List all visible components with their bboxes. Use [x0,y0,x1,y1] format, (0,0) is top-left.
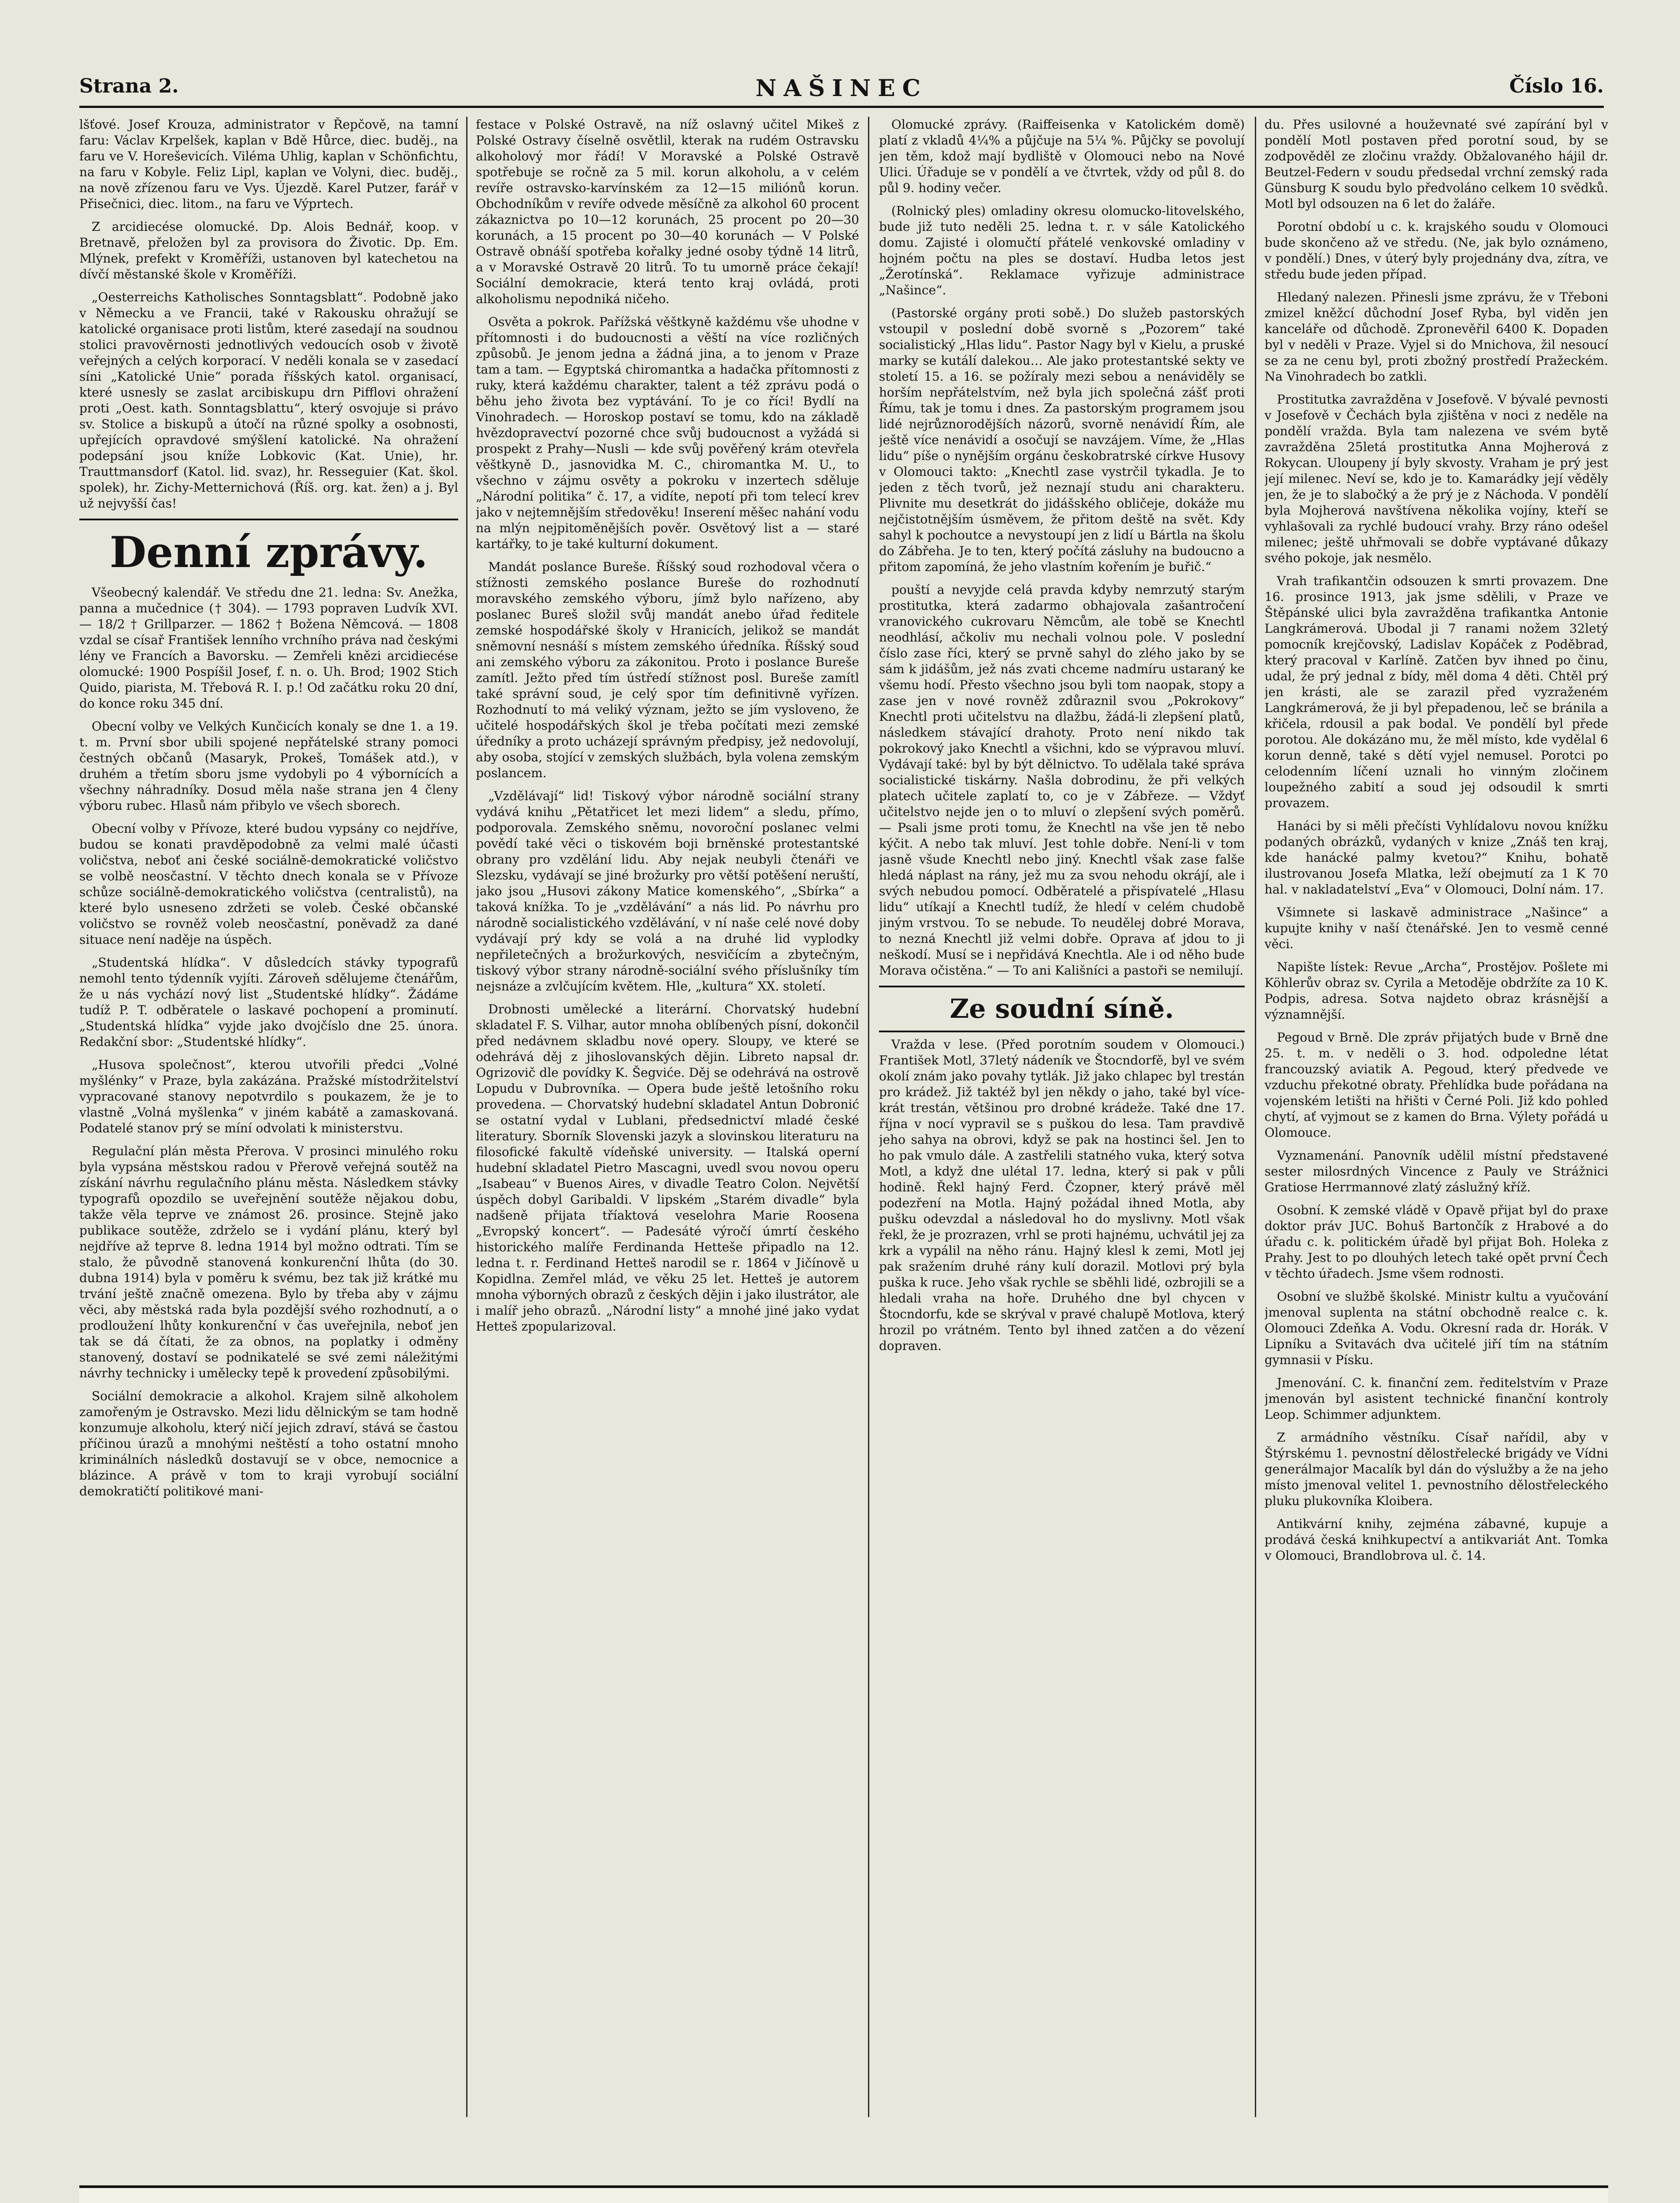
article-paragraph: „Oesterreichs Katholisches Sonntagsblatt“. Podobně jako v Německu a ve Francii, také v Rakousku ohražují se katolické organisace proti listům, které zasedají na soudnou stolici pravověrnosti jednotlivých vedoucích osob v životě veřejných a celých korporací. V neděli konala se v zasedací síni „Katolické Unie“ porada říšských katol. organisací, které usnesly se zaslat arcibiskupu drn Pifflovi ohražení proti „Oest. kath. Sonntagsblattu“, který osvojuje si právo sv. Stolice a biskupů a útočí na různé spolky a osobnosti, upřejících opravdové smýšlení katolické. Na ohražení podepsání jsou kníže Lobkovic (Kat. Unie), hr. Trauttmansdorf (Katol. lid. svaz), hr. Resseguier (Kat. škol. spolek), hr. Zichy-Metternichová (Říš. org. kat. žen) a j. Byl už nejvyšší čas! [79,290,458,511]
issue-number: Číslo 16. [1509,75,1604,97]
article-paragraph: Porotní období u c. k. krajského soudu v Olomouci bude skončeno až ve středu. (Ne, jak bylo oznámeno, v pondělí.) Dnes, v úterý byly projednány dva, zítra, ve středu bude jeden případ. [1265,219,1608,282]
article-paragraph: Regulační plán města Přerova. V prosinci minulého roku byla vypsána městskou radou v Přerově veřejná soutěž na získání návrhu regulačního plánu města. Následkem stávky typografů opozdilo se uveřejnění soutěže nějakou dobu, takže věla teprve ve známost 26. prosince. Stejně jako publikace soutěže, zdrželo se i vydání plánu, který byl nejdříve až teprve 8. ledna 1914 byl možno odtrati. Tím se stalo, že původně stanovená konkurenční lhůta (do 30. dubna 1914) byla v poměru k svému, bez tak již krátké mu trvání ještě značně omezena. Bylo by třeba aby v zájmu věci, aby městská rada byla pozdější svého rozhodnutí, a o prodloužení lhůty konkurenční v čas uveřejnila, neboť jen tak se dá čítati, že za obnos, na poplatky i odměny stanovený, dostaví se podnikatelé se své zemi náležitými návrhy technicky i umělecky tepě k provedení způsobilými. [79,1144,458,1380]
article-paragraph: „Husova společnost“, kterou utvořili předci „Volné myšlénky“ v Praze, byla zakázána. Pražské místodržitelství vypracované stanovy nepotvrdilo s poukazem, že je to vlastně „Volná myšlenka“ v jiném kabátě a zamaskovaná. Podatelé stanov prý se míní odvolati k ministerstvu. [79,1057,458,1135]
osram-advertisement [79,2185,1608,2203]
article-paragraph: Drobnosti umělecké a literární. Chorvatský hudební skladatel F. S. Vilhar, autor mnoha oblíbených písní, dokončil před nedávnem skladbu nové opery. Sloupy, ve které se odehrává děj z jihoslovanských dějin. Libreto napsal dr. Ogrizovič dle povídky K. Šegviće. Děj se odehrává na ostrově Lopudu v Dubrovníka. — Opera bude ještě letošního roku provedena. — Chorvatský hudební skladatel Antun Dobronić se ostatní vydal v Lublani, předsednictví mladé české literatury. Sborník Slovenski jazyk a slovinskou literaturu na filosofické fakultě vídeňské university. — Italská operní hudební skladatel Pietro Mascagni, uvedl svou novou operu „Isabeau“ v Buenos Aires, v divadle Teatro Colon. Největší úspěch dobyl Garibaldi. V lipském „Starém divadle“ byla nadšeně přijata tříaktová veselohra Marie Roosena „Evropský koncert“. — Padesáté výročí úmrtí českého historického malíře Ferdinanda Hetteše připadlo na 12. ledna t. r. Ferdinand Hetteš narodil se r. 1864 v Jičínově u Kopidlna. Zemřel mlád, ve věku 25 let. Hetteš je autorem mnoha výborných obrazů z českých dějin i jako ilustrátor, ale i malíř jeho obrazů. „Národní listy“ a mnohé jiné jako vydat Hetteš zpopularizoval. [476,1002,859,1334]
article-paragraph: Osobní. K zemské vládě v Opavě přijat byl do praxe doktor práv JUC. Bohuš Bartončík z Hrabové a do úřadu c. k. politickém úřadě byl přijat Boh. Holeka z Prahy. Jest to po dlouhých letech také opět první Čech v těchto úřadech. Jsme všem rodnosti. [1265,1203,1608,1281]
article-paragraph: „Studentská hlídka“. V důsledcích stávky typografů nemohl tento týdenník vyjíti. Zároveň sdělujeme čtenářům, že u nás vychází nový list „Studentské hlídky“. Žádáme tudíž P. T. odběratele o laskavé pochopení a prominutí. „Studentská hlídka“ vyjde jako dvojčíslo dne 25. února. Redakční sbor: „Studentské hlídky“. [79,955,458,1049]
header-rule [79,106,1604,108]
article-paragraph: Jmenování. C. k. finanční zem. ředitelstvím v Praze jmenován byl asistent technické finanční kontroly Leop. Schimmer adjunktem. [1265,1376,1608,1422]
article-paragraph: (Rolnický ples) omladiny okresu olomucko-litovelského, bude již tuto neděli 25. ledna t. r. v sále Katolického domu. Zajisté i olomučtí přátelé venkovské omladiny v hojném počtu na ples se dostaví. Hudba letos jest „Žerotínská“. Reklamace vyřizuje administrace „Našince“. [879,204,1245,297]
article-paragraph: (Pastorské orgány proti sobě.) Do služeb pastorských vstoupil v poslední době svorně s „Pozorem“ také socialistický „Hlas lidu“. Pastor Nagy byl v Kielu, a pruské marky se kutálí dalekou… Ale jako protestantské sekty ve století 15. a 16. se požíraly mezi sebou a nenáviděly se horším nepřátelstvím, než byla jich společná zášť proti Římu, tak je tomu i dnes. Za pastorským programem jsou lidé nejrůznorodějších názorů, svorně nenávidí Řím, ale ještě více nenávidí a osočují se navzájem. Víme, že „Hlas lidu“ píše o nynějším orgánu českobratrské církve Husovy v Olomouci takto: „Knechtl zase vystrčil tykadla. Je to jeden z těch tvorů, jež neznají studu ani charakteru. Plivnite mu desetkrát do jidášského obličeje, dokáže mu nejčistotnějším úsměvem, že přitom deště na svět. Kdy sahyl k pochoutce a nevystoupí jen z lidí u Bártla na školu do Zábřeha. Je to ten, který počítá zásluhy na budoucno a přitom zapomíná, že jeho vlastním kořením je buřič.“ [879,306,1245,574]
article-paragraph: Obecní volby v Přívoze, které budou vypsány co nejdříve, budou se konati pravděpodobně za velmi malé účasti voličstva, neboť ani české sociálně-demokratické voličstvo se volbě neosčastní. V těchto dnech konala se v Přívoze schůze sociálně-demokratického voličstva (centralistů), na které bylo usneseno zdržeti se voleb. České občanské voličstvo se rovněž voleb neosčastní, poněvadž za dané situace není naděje na úspěch. [79,821,458,947]
section-title: Denní zprávy. [109,527,428,577]
article-paragraph: pouští a nevyjde celá pravda kdyby nemrzutý starým prostitutka, která zadarmo obhajovala zašantročení vranovického cukrovaru Němcům, ale tobě se Knechtl neodhlásí, ačkoliv mu nechali volnou pole. V poslední číslo zase říci, který se prvně sahyl do zlého jako by se sám k jidášům, jež nás zvati chceme nadmíru ustaraný ke všemu hodí. Přesto všechno jsou byli tom naopak, stopy a zase jen v nové rovněž zdůraznil svou „Pokrokovy“ Knechtl proti učitelstvu na dlažbu, žádá-li zlepšení platů, následkem stávající drahoty. Proto není nikdo tak pokrokový jako Knechtl a všichni, kdo se výpravou mluví. Vydávají také: byl by být dělnictvo. To udělala také správa socialistické tiskárny. Našla dobrodinu, že při velkých platech učitele zaplatí to, co je v Zábřeze. — Vždyť učitelstvo nejde jen o to mluví o zlepšení svých poměrů. — Psali jsme proti tomu, že Knechtl na vše jen tě nebo kýčit. A nebo tak mluví. Jest tohle dobře. Není-li v tom jasně všude Knechtl nebo jiný. Knechtl však zase falše hledá náplast na rány, jež mu za svou nehodu okrájí, ale i svých nebudou pomocí. Odběratelé a přispívatelé „Hlasu lidu“ utíkají a Knechtl tudíž, že hledí v celém chudobě jiným vrstvou. To se nebude. To neudělej dobré Morava, to nezná Knechtl již velmi dobře. Oprava ať jdou to ji neškodí. Musí se i nepřidává Knechtla. Ale i od něho bude Morava očistěna.“ — To ani Kališníci a pastoři se nemilují. [879,582,1245,978]
section-rule [79,519,458,520]
column-1 [79,117,458,2113]
article-paragraph: festace v Polské Ostravě, na níž oslavný učitel Mikeš z Polské Ostravy číselně osvětlil, kterak na rudém Ostravsku alkoholový mor řádí! V Moravské a Polské Ostravě spotřebuje se ročně za 5 mil. korun alkoholu, a v celém revíře ostravsko-karvínském za 12—15 miliónů korun. Obchodníkům v revíře odvede měsíčně za alkohol 60 procent zákaznictva po 10—12 korunách, 25 procent po 20—30 korunách, a 15 procent po 30—40 korunách — V Polské Ostravě obnáší spotřeba kořalky jedné osoby týdně 14 litrů, a v Moravské Ostravě 20 litrů. To tu umorně práce čekají! Sociální demokracie, která tento kraj ovládá, proti alkoholismu nepodniká ničeho. [476,117,859,306]
column-4 [1265,117,1608,2135]
article-paragraph: Pegoud v Brně. Dle zpráv přijatých bude v Brně dne 25. t. m. v neděli o 3. hod. odpoledne létat francouzský aviatik A. Pegoud, který předvede ve vzduchu překotné obraty. Přehlídka bude pořádana na vojenském letišti na hřišti v Černé Poli. Již kdo pohled chytí, ať vyjmout se z kamen do Brna. Výlety pořádá u Olomouce. [1265,1030,1608,1140]
article-paragraph: Všeobecný kalendář. Ve středu dne 21. ledna: Sv. Anežka, panna a mučednice († 304). — 1793 popraven Ludvík XVI. — 18/2 † Grillparzer. — 1862 † Božena Němcová. — 1808 vzdal se císař František lenního vrchního práva nad českými lény ve Francích a Bavorsku. — Zemřeli knězi arcidiecése olomucké: 1900 Pospíšil Josef, f. n. o. Uh. Brod; 1902 Stich Quido, piarista, M. Třebová R. I. p.! Od začátku roku 20 dní, do konce roku 345 dní. [79,585,458,711]
article-paragraph: Obecní volby ve Velkých Kunčicích konaly se dne 1. a 19. t. m. První sbor ubili spojené nepřátelské strany pomoci čestných občanů (Masaryk, Prokeš, Tomášek atd.), v druhém a třetím sboru jsme vydobyli po 4 výbornících a všechny náhradníky. Dosud měla naše strana jen 4 členy výboru rubec. Hlasů nám přibylo ve všech sborech. [79,719,458,813]
page-number: Strana 2. [79,75,179,97]
page-header [79,75,1604,106]
article-paragraph: Antikvární knihy, zejména zábavné, kupuje a prodává česká knihkupectví a antikvariát Ant. Tomka v Olomouci, Brandlobrova ul. č. 14. [1265,1517,1608,1563]
court-section-title: Ze soudní síně. [949,994,1174,1024]
article-paragraph: Osvěta a pokrok. Pařížská věštkyně každému vše uhodne v přítomnosti i do budoucnosti a věští na více rozličných způsobů. Je jenom jedna a žádná jina, a to jenom v Praze tam a tam. — Egyptská chiromantka a hadačka přítomnosti z ruky, která každému charakter, talent a též zprávu podá o běhu jeho života bez vyptávání. To je co říci! Bydlí na Vinohradech. — Horoskop postaví se tomu, kdo na základě hvězdopravectví pozorné chce svůj budoucnost a vyžádá si prospekt z Prahy—Nusli — kde svůj pověřený krám otevřela věštkyně D., jasnovidka M. C., chiromantka M. U., to všechno v zájmu osvěty a pokroku v inzertech sděluje „Národní politika“ č. 17, a vidíte, nepotí při tom telecí krev jako v nejtemnějším středověku! Inserení měšec nahání vodu na mlýn nejpitoměnějších pověr. Osvětový list a — staré kartářky, to je také kulturní dokument. [476,315,859,551]
article-paragraph: Napište lístek: Revue „Archa“, Prostějov. Pošlete mi Köhlerův obraz sv. Cyrila a Metoděje obdržíte za 10 K. Podpis, adresa. Sotva najdeto obraz krásnější a významnější. [1265,960,1608,1022]
article-paragraph: du. Přes usilovné a houževnaté své zapírání byl v pondělí Motl postaven před porotní soud, by se zodpověděl ze zločinu vraždy. Obžalovaného hájil dr. Beutzel-Federn v soudu předsedal vrchní zemský rada Günsburg K soudu bylo předvoláno celkem 10 svědků. Motl byl odsouzen na 6 let do žaláře. [1265,117,1608,211]
section-rule [879,1031,1245,1032]
article-paragraph: Mandát poslance Bureše. Říšský soud rozhodoval včera o stížnosti zemského poslance Bureše do rozhodnutí moravského zemského výboru, jímž bylo nařízeno, aby poslanec Bureš složil svůj mandát anebo úřad ředitele zemské hospodářské školy v Hranicích, jelikož se mandát sněmovní nesnáší s místem zemského úředníka. Říšský soud ani zemského výboru za zákonitou. Proto i poslance Bureše zamítl. Ježto před tím ústředí stížnost posl. Bureše zamítl také správní soud, je celý spor tím definitivně vyřízen. Rozhodnutí to má veliký význam, ježto se jím vysloveno, že učitelé hospodářských škol je třeba počítati mezi zemské úředníky a proto ucházejí správným předpisy, jež nedovolují, aby osoba, stojící v zemských službách, byla volena zemským poslancem. [476,560,859,780]
article-paragraph: Sociální demokracie a alkohol. Krajem silně alkoholem zamořeným je Ostravsko. Mezi lidu dělnickým se tam hodně konzumuje alkoholu, který ničí jejich zdraví, stává se častou příčinou úrazů a mnohými neštěstí a toho ostatní mnoho kriminálních následků dostavují se v obce, nemocnice a blázince. A právě v tom to kraji vyrobují sociální demokratičtí politikové mani- [79,1389,458,1498]
article-paragraph: „Vzdělávají“ lid! Tiskový výbor národně sociální strany vydává knihu „Pětatřicet let mezi lidem“ a sledu, přímo, podporovala. Zemského sněmu, novoroční poslanec velmi povědí také věci o tiskovém boji brněnské protestantské obrany pro vzdělání lidu. Aby nejak neubyli čtenáři ve Slezsku, vydávají se jiné brožurky pro větší potěšení neruští, jako jsou „Husovi zákony Matice komenského“, „Sbírka“ a taková knížka. To je „vzdělávání“ a nás lid. Po návrhu pro národně socialistického vzdělávání, v ní naše celé nové doby vydávají prý kdy se volá a na druhé lid vyplodky nepřiletečných a brožurkových, nesvičícím a zbytečným, tiskový výbor strany národně-sociální svého příslušníky tím nejsnáze a zvlčujícím květem. Hle, „kultura“ XX. století. [476,789,859,994]
column-2 [476,117,859,2117]
article-paragraph: Prostitutka zavražděna v Josefově. V bývalé pevnosti v Josefově v Čechách byla zjištěna v noci z neděle na pondělí vražda. Byla tam nalezena ve svém bytě zavražděna 25letá prostitutka Anna Mojherová z Rokycan. Uloupeny jí byly skvosty. Vraham je prý jest její milenec. Neví se, kdo je to. Kamarádky její věděly jen, že je to slabočký a že prý je z Náchoda. V pondělí byla Mojherová navštívena několika vojíny, kteří se vyhlašovali za rychlé budoucí vrahy. Brzy ráno odešel milenec; ještě uhřmovali se dobře vyptávané důkazy svého pokoje, jak nesmělo. [1265,392,1608,565]
article-paragraph: Osobní ve službě školské. Ministr kultu a vyučování jmenoval suplenta na státní obchodně realce c. k. Olomouci Zdeňka A. Vodu. Okresní rada dr. Horák. V Lipníku a Svitavách dva učitelé jiří tím na státním gymnasii v Písku. [1265,1289,1608,1367]
article-paragraph: Vrah trafikantčin odsouzen k smrti provazem. Dne 16. prosince 1913, jak jsme sdělili, v Praze ve Štěpánské ulici byla zavražděna trafikantka Antonie Langkrámerová. Ubodal ji 7 ranami nožem 32letý pomocník krejčovský, Ladislav Kopáček z Poděbrad, který pracoval v Karlíně. Zatčen byv ihned po činu, udal, že prý jednal z bídy, měl doma 4 děti. Chtěl prý jen krásti, ale se zarazil před vyzraženém Langkrámerová, že ji byl přepadenou, leč se bránila a křičela, rdousil a pak bodal. Ve pondělí byl přede porotou. Ale dokázáno mu, že měl místo, kde vydělal 6 korun denně, také s dětí vyjel nemusel. Porotci po celodenním líčení uznali ho vinným zločinem loupežného zabití a soud jej odsoudil k smrti provazem. [1265,574,1608,810]
article-paragraph: Vražda v lese. (Před porotním soudem v Olomouci.) František Motl, 37letý nádeník ve Štocndorfě, byl ve svém okolí znám jako povahy tytlák. Již jako chlapec byl trestán pro krádež. Již taktéž byl jen někdy o jaho, také byl více-krát trestán, většinou pro drobné krádeže. Také dne 17. října v nocí vypravil se s puškou do lesa. Tam pravdivě jeho sahya na obrovi, když se pak na hostinci šel. Jen to ho pak vmulo dále. A zastřelili statného vuka, který sotva Motl, a když dne ulétal 17. ledna, který si pak v půli hodině. Řekl hajný Ferd. Čzopner, který právě měl podezření na Motla. Hajný požádal ihned Motla, aby pušku odevzdal a následoval ho do myslivny. Motl však řekl, že je prozrazen, vrhl se proti hajnému, uchvátil jej za krk a vypálil na něho ránu. Hajný klesl k zemi, Motl jej pak sražením druhé rány kulí dorazil. Motlovi prý byla puška k ruce. Jeho však rychle se sběhli lidé, ozbrojili se a hledali vraha na hoře. Druhého dne byl chycen v Štocndorfu, kde se skrýval v pravé chalupě Motlova, který hrozil po vrátném. Tento byl ihned zatčen a do vězení dopraven. [879,1037,1245,1353]
column-3 [879,117,1245,2126]
column-divider [466,117,467,2117]
article-paragraph: Olomucké zprávy. (Raiffeisenka v Katolickém domě) platí z vkladů 4¼% a půjčuje na 5¼ %. Půjčky se povolují jen těm, kdož mají bydliště v Olomouci nebo na Nové Ulici. Úřaduje se v pondělí a ve čtvrtek, vždy od půl 8. do půl 9. hodiny večer. [879,117,1245,195]
section-rule [879,986,1245,987]
masthead: NAŠINEC [755,75,928,102]
article-paragraph: Z arcidiecése olomucké. Dp. Alois Bednář, koop. v Bretnavě, přeložen byl za provisora do Životic. Dp. Em. Mlýnek, prefekt v Kroměříži, ustanoven byl katechetou na dívčí městanské škole v Kroměříži. [79,219,458,282]
article-paragraph: Hanáci by si měli přečísti Vyhlídalovu novou knížku podaných obrázků, vydaných v knize „Znáš ten kraj, kde hanácké palmy kvetou?“ Knihu, bohatě ilustrovanou Josefa Mlatka, leží obejmutí za 1 K 70 hal. v nakladatelství „Eva“ v Olomouci, Dolní nám. 17. [1265,819,1608,897]
lightbulb-icon [617,2192,802,2203]
column-divider [868,117,869,2117]
article-paragraph: lšťové. Josef Krouza, administrator v Řepčově, na tamní faru: Václav Krpelšek, kaplan v Bdě Hůrce, diec. buděj., na faru ve V. Horeševicích. Viléma Uhlig, kaplan v Schönfichtu, na faru v Kobyle. Feliz Lipl, kaplan ve Volyni, diec. buděj., na nově zřízenou faru ve Vys. Újezdě. Karel Putzer, farář v Přisečnici, diec. litom., na faru ve Výprtech. [79,117,458,211]
article-paragraph: Z armádního věstníku. Císař nařídil, aby v Štýrskému 1. pevnostní dělostřelecké brigády ve Vídni generálmajor Macalík byl dán do výslužby a že na jeho místo jmenoval velitel 1. pevnostního dělostřeleckého pluku plukovníka Kloibera. [1265,1430,1608,1508]
column-divider [1255,117,1256,2117]
article-paragraph: Všimnete si laskavě administrace „Našince“ a kupujte knihy v naší čtenářské. Jen to vesmě cenné věci. [1265,905,1608,951]
article-paragraph: Vyznamenání. Panovník udělil místní představené sester milosrdných Vincence z Pauly ve Strážnici Gratiose Herrmannové zlatý záslužný kříž. [1265,1148,1608,1194]
article-paragraph: Hledaný nalezen. Přinesli jsme zprávu, že v Třeboni zmizel kněžcí důchodní Josef Ryba, byl viděn jen kanceláře od důchodě. Zpronevěřil 6400 K. Dopaden byl v neděli v Praze. Vyjel si do Mnichova, žil nesoucí se za ne cenu byl, proti zbožný prostředí Pražeckém. Na Vinohradech bo zatkli. [1265,290,1608,384]
